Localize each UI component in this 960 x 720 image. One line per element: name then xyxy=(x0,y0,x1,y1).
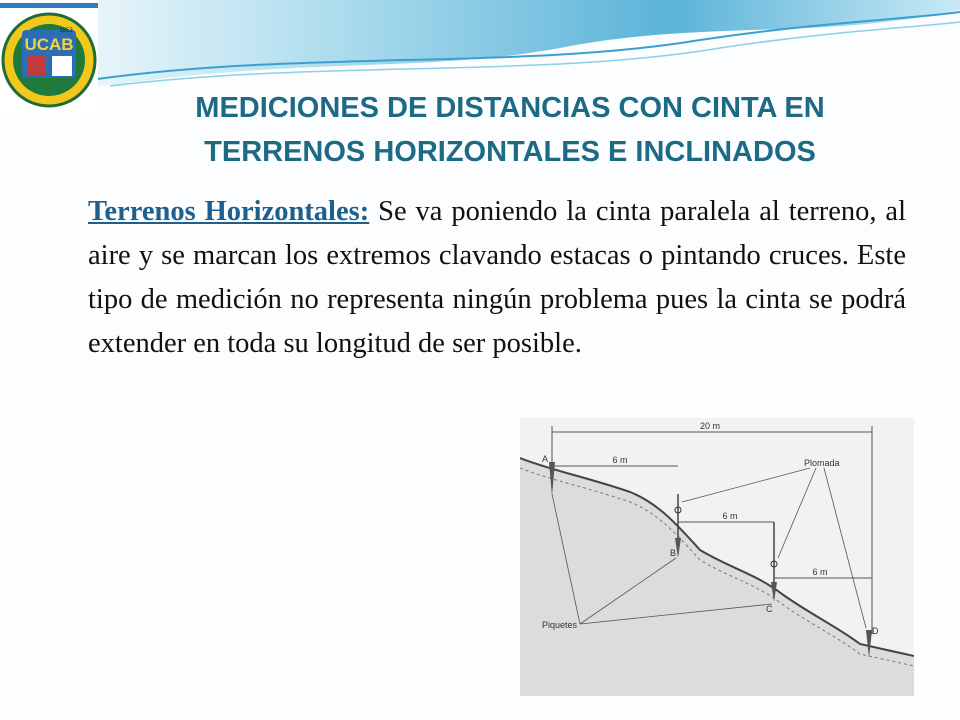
figure-drawing xyxy=(520,418,914,696)
segment-label-3: 6 m xyxy=(812,567,828,577)
segment-label-2: 6 m xyxy=(722,511,738,521)
segment-label-1: 6 m xyxy=(612,455,628,465)
svg-text:UCAB: UCAB xyxy=(24,35,74,54)
point-a-label: A xyxy=(542,454,549,464)
plomada-label: Plomada xyxy=(804,458,840,468)
svg-text:1953: 1953 xyxy=(59,28,73,34)
body-paragraph xyxy=(88,190,906,366)
piquetes-label: Piquetes xyxy=(542,620,578,630)
point-c-label: C xyxy=(766,604,773,614)
ucab-logo xyxy=(0,0,98,118)
title-line-2: TERRENOS HORIZONTALES E INCLINADOS xyxy=(204,136,816,168)
point-b-label: B xyxy=(670,548,677,558)
paragraph-text: Se va poniendo la cinta paralela al terreno, al aire y se marcan los extremos clavando estacas o pintando cruces. Este tipo de medición no representa ningún problema pues la cinta se podrá extender en toda su longitud de ser posible. xyxy=(88,196,907,359)
paragraph-lead: Terrenos Horizontales: xyxy=(88,196,370,227)
slope-measurement-figure xyxy=(520,418,914,696)
title-line-1: MEDICIONES DE DISTANCIAS CON CINTA EN xyxy=(195,92,825,124)
total-distance-label: 20 m xyxy=(699,421,721,431)
point-d-label: D xyxy=(872,626,879,636)
slide-title xyxy=(100,86,920,174)
